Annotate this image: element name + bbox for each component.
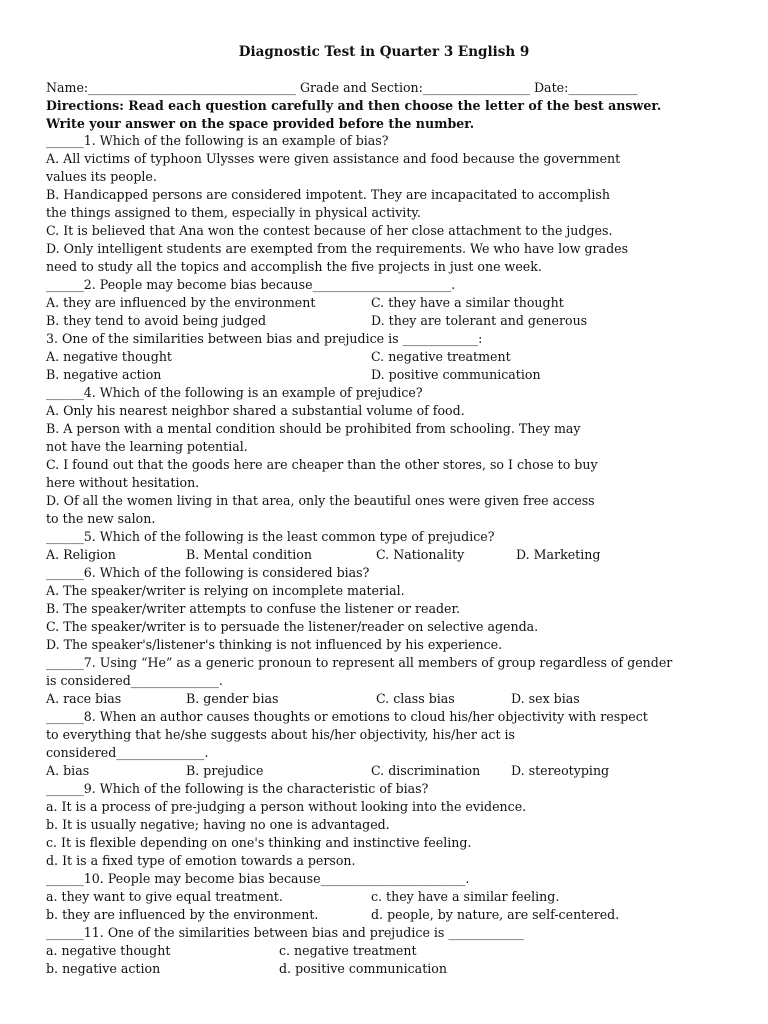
question-1-stem: ______1. Which of the following is an example of bias? [46, 133, 389, 148]
question-8-stem-cont-1: to everything that he/she suggests about his/her objectivity, his/her act is [46, 727, 515, 742]
question-4-option-c-cont: here without hesitation. [46, 475, 200, 490]
question-11-option-c: c. negative treatment [279, 943, 417, 958]
question-4-option-a: A. Only his nearest neighbor shared a substantial volume of food. [46, 403, 465, 418]
question-1-option-b: B. Handicapped persons are considered impotent. They are incapacitated to accomplish [46, 187, 610, 202]
question-2-option-b: B. they tend to avoid being judged [46, 313, 267, 328]
question-2-option-c: C. they have a similar thought [371, 295, 564, 310]
question-5-stem: ______5. Which of the following is the least common type of prejudice? [46, 529, 495, 544]
question-8-stem-cont-2: considered______________. [46, 745, 209, 760]
question-6-option-a: A. The speaker/writer is relying on incomplete material. [46, 583, 405, 598]
question-4-option-b: B. A person with a mental condition should be prohibited from schooling. They may [46, 421, 581, 436]
question-1-option-d-cont: need to study all the topics and accomplish the five projects in just one week. [46, 259, 542, 274]
question-10-option-b: b. they are influenced by the environment. [46, 907, 319, 922]
question-7-option-a: A. race bias [46, 691, 122, 706]
question-2-option-a: A. they are influenced by the environment [46, 295, 316, 310]
question-4-option-d: D. Of all the women living in that area, only the beautiful ones were given free access [46, 493, 595, 508]
question-8-option-d: D. stereotyping [511, 763, 610, 778]
question-1-option-c: C. It is believed that Ana won the contest because of her close attachment to the judges. [46, 223, 613, 238]
directions-line-2: Write your answer on the space provided before the number. [46, 116, 475, 131]
question-7-stem-cont: is considered______________. [46, 673, 223, 688]
question-8-option-a: A. bias [46, 763, 90, 778]
question-6-option-c: C. The speaker/writer is to persuade the listener/reader on selective agenda. [46, 619, 539, 634]
question-2-stem: ______2. People may become bias because______________________. [46, 277, 456, 292]
page-title: Diagnostic Test in Quarter 3 English 9 [238, 44, 530, 60]
question-5-option-d: D. Marketing [516, 547, 601, 562]
question-6-stem: ______6. Which of the following is considered bias? [46, 565, 370, 580]
question-9-stem: ______9. Which of the following is the characteristic of bias? [46, 781, 429, 796]
question-4-option-d-cont: to the new salon. [46, 511, 156, 526]
question-5-option-c: C. Nationality [376, 547, 465, 562]
question-3-option-a: A. negative thought [46, 349, 172, 364]
question-4-option-b-cont: not have the learning potential. [46, 439, 248, 454]
question-3-stem: 3. One of the similarities between bias and prejudice is ____________: [46, 331, 483, 346]
question-7-stem: ______7. Using “He” as a generic pronoun to represent all members of group regardless of gender [46, 655, 673, 670]
question-10-option-d: d. people, by nature, are self-centered. [371, 907, 620, 922]
question-1-option-d: D. Only intelligent students are exempted from the requirements. We who have low grades [46, 241, 629, 256]
question-11-option-d: d. positive communication [279, 961, 447, 976]
question-3-option-b: B. negative action [46, 367, 162, 382]
question-9-option-c: c. It is flexible depending on one's thinking and instinctive feeling. [46, 835, 472, 850]
question-9-option-a: a. It is a process of pre-judging a person without looking into the evidence. [46, 799, 527, 814]
question-11-option-a: a. negative thought [46, 943, 171, 958]
question-6-option-d: D. The speaker's/listener's thinking is not influenced by his experience. [46, 637, 503, 652]
question-1-option-a: A. All victims of typhoon Ulysses were given assistance and food because the government [46, 151, 621, 166]
directions-line-1: Directions: Read each question carefully and then choose the letter of the best answer. [46, 98, 662, 113]
question-4-stem: ______4. Which of the following is an example of prejudice? [46, 385, 423, 400]
question-8-stem: ______8. When an author causes thoughts or emotions to cloud his/her objectivity with respect [46, 709, 648, 724]
question-8-option-c: C. discrimination [371, 763, 481, 778]
question-7-option-c: C. class bias [376, 691, 455, 706]
question-10-option-c: c. they have a similar feeling. [371, 889, 560, 904]
question-1-option-a-cont: values its people. [46, 169, 157, 184]
question-11-option-b: b. negative action [46, 961, 161, 976]
question-8-option-b: B. prejudice [186, 763, 264, 778]
question-1-option-b-cont: the things assigned to them, especially in physical activity. [46, 205, 421, 220]
question-5-option-a: A. Religion [46, 547, 116, 562]
question-7-option-d: D. sex bias [511, 691, 580, 706]
question-9-option-d: d. It is a fixed type of emotion towards a person. [46, 853, 356, 868]
student-info-line: Name:_________________________________ Grade and Section:_________________ Date:___________ [46, 80, 638, 95]
question-10-stem: ______10. People may become bias because_______________________. [46, 871, 470, 886]
question-5-option-b: B. Mental condition [186, 547, 312, 562]
question-3-option-c: C. negative treatment [371, 349, 511, 364]
question-10-option-a: a. they want to give equal treatment. [46, 889, 283, 904]
question-7-option-b: B. gender bias [186, 691, 279, 706]
question-9-option-b: b. It is usually negative; having no one is advantaged. [46, 817, 390, 832]
question-11-stem: ______11. One of the similarities between bias and prejudice is ____________ [46, 925, 524, 940]
question-3-option-d: D. positive communication [371, 367, 541, 382]
question-2-option-d: D. they are tolerant and generous [371, 313, 588, 328]
question-6-option-b: B. The speaker/writer attempts to confuse the listener or reader. [46, 601, 461, 616]
question-4-option-c: C. I found out that the goods here are cheaper than the other stores, so I chose to buy [46, 457, 598, 472]
